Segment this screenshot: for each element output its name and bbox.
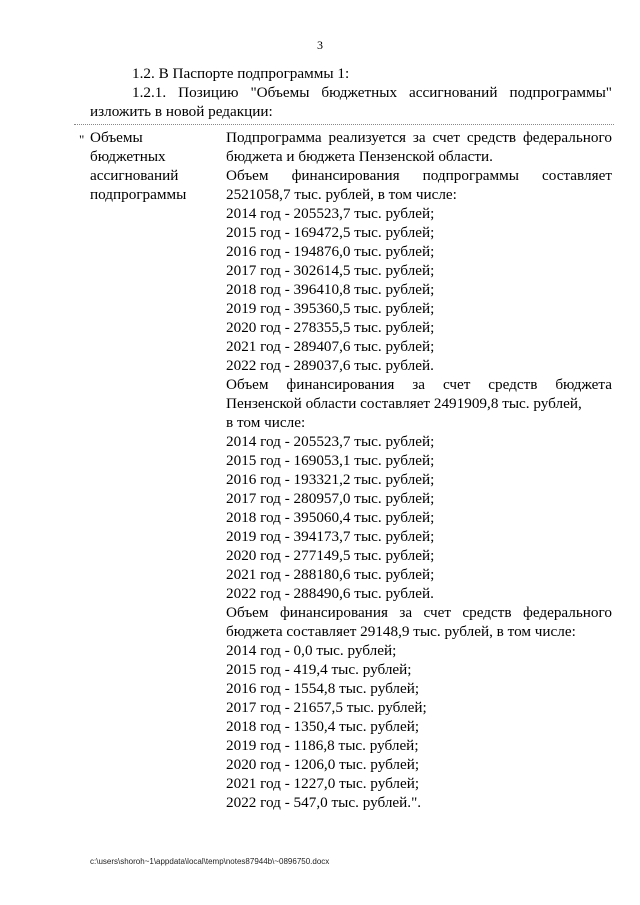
regional-year-2017: 2017 год - 280957,0 тыс. рублей; — [226, 490, 435, 507]
label-line: подпрограммы — [90, 186, 187, 203]
word: 1.2.1. — [132, 84, 167, 101]
word: бюджета — [555, 376, 612, 393]
federal-year-2016: 2016 год - 1554,8 тыс. рублей; — [226, 680, 420, 697]
file-path-footer: c:\users\shoroh~1\appdata\local\temp\notes87944b\~0896750.docx — [90, 857, 330, 866]
federal-year-2020: 2020 год - 1206,0 тыс. рублей; — [226, 756, 420, 773]
word: счет — [442, 376, 471, 393]
regional-year-2021: 2021 год - 288180,6 тыс. рублей; — [226, 566, 435, 583]
word: федерального — [522, 604, 612, 621]
word: "Объемы — [250, 84, 310, 101]
federal-year-2018: 2018 год - 1350,4 тыс. рублей; — [226, 718, 420, 735]
total-year-2016: 2016 год - 194876,0 тыс. рублей; — [226, 243, 435, 260]
word: Позицию — [178, 84, 239, 101]
regional-line-3: в том числе: — [226, 414, 306, 431]
word: составляет — [542, 167, 612, 184]
regional-year-2020: 2020 год - 277149,5 тыс. рублей; — [226, 547, 435, 564]
regional-year-2014: 2014 год - 205523,7 тыс. рублей; — [226, 433, 435, 450]
word: Объем — [226, 604, 269, 621]
word: ассигнований — [409, 84, 498, 101]
regional-year-2016: 2016 год - 193321,2 тыс. рублей; — [226, 471, 435, 488]
federal-year-2019: 2019 год - 1186,8 тыс. рублей; — [226, 737, 419, 754]
total-year-2015: 2015 год - 169472,5 тыс. рублей; — [226, 224, 435, 241]
word: подпрограммы" — [509, 84, 612, 101]
regional-line-2: Пензенской области составляет 2491909,8 тыс. рублей, — [226, 395, 582, 412]
total-year-2020: 2020 год - 278355,5 тыс. рублей; — [226, 319, 435, 336]
regional-year-2022: 2022 год - 288490,6 тыс. рублей. — [226, 585, 434, 602]
word: подпрограммы — [422, 167, 519, 184]
word: за — [412, 376, 426, 393]
word: средств — [466, 129, 517, 146]
total-year-2022: 2022 год - 289037,6 тыс. рублей. — [226, 357, 434, 374]
word: средств — [488, 376, 538, 393]
intro-line-1 — [226, 128, 612, 147]
word: за — [412, 129, 426, 146]
word: Объем — [226, 376, 269, 393]
word: финансирования — [291, 167, 400, 184]
federal-year-2021: 2021 год - 1227,0 тыс. рублей; — [226, 775, 420, 792]
total-line-1 — [226, 166, 612, 185]
word: бюджетных — [321, 84, 398, 101]
word: реализуется — [328, 129, 406, 146]
word: средств — [462, 604, 512, 621]
intro-line-2: бюджета и бюджета Пензенской области. — [226, 148, 493, 165]
section-heading: 1.2. В Паспорте подпрограммы 1: — [132, 65, 350, 82]
regional-year-2018: 2018 год - 395060,4 тыс. рублей; — [226, 509, 435, 526]
federal-line-1 — [226, 603, 612, 622]
total-year-2018: 2018 год - 396410,8 тыс. рублей; — [226, 281, 435, 298]
position-label — [90, 128, 220, 204]
word: финансирования — [279, 604, 388, 621]
regional-year-2019: 2019 год - 394173,7 тыс. рублей; — [226, 528, 435, 545]
total-year-2019: 2019 год - 395360,5 тыс. рублей; — [226, 300, 435, 317]
federal-year-2017: 2017 год - 21657,5 тыс. рублей; — [226, 699, 427, 716]
federal-line-2: бюджета составляет 29148,9 тыс. рублей, в том числе: — [226, 623, 576, 640]
label-line: ассигнований — [90, 167, 179, 184]
position-value — [226, 128, 612, 812]
federal-year-2015: 2015 год - 419,4 тыс. рублей; — [226, 661, 412, 678]
total-year-2021: 2021 год - 289407,6 тыс. рублей; — [226, 338, 435, 355]
word: за — [399, 604, 413, 621]
word: Подпрограмма — [226, 129, 322, 146]
label-line: Объемы — [90, 129, 143, 146]
page-number: 3 — [317, 38, 323, 52]
total-year-2014: 2014 год - 205523,7 тыс. рублей; — [226, 205, 435, 222]
federal-year-2022: 2022 год - 547,0 тыс. рублей.". — [226, 794, 422, 811]
label-line: бюджетных — [90, 148, 166, 165]
word: федерального — [522, 129, 612, 146]
total-line-2: 2521058,7 тыс. рублей, в том числе: — [226, 186, 457, 203]
word: финансирования — [286, 376, 395, 393]
table-top-divider — [74, 124, 614, 125]
federal-year-2014: 2014 год - 0,0 тыс. рублей; — [226, 642, 397, 659]
total-year-2017: 2017 год - 302614,5 тыс. рублей; — [226, 262, 435, 279]
opening-quote: " — [79, 132, 85, 147]
word: счет — [423, 604, 451, 621]
regional-year-2015: 2015 год - 169053,1 тыс. рублей; — [226, 452, 435, 469]
word: Объем — [226, 167, 269, 184]
subsection-line-2: изложить в новой редакции: — [90, 103, 273, 120]
regional-line-1 — [226, 375, 612, 394]
word: счет — [432, 129, 460, 146]
subsection-line-1 — [132, 83, 612, 102]
